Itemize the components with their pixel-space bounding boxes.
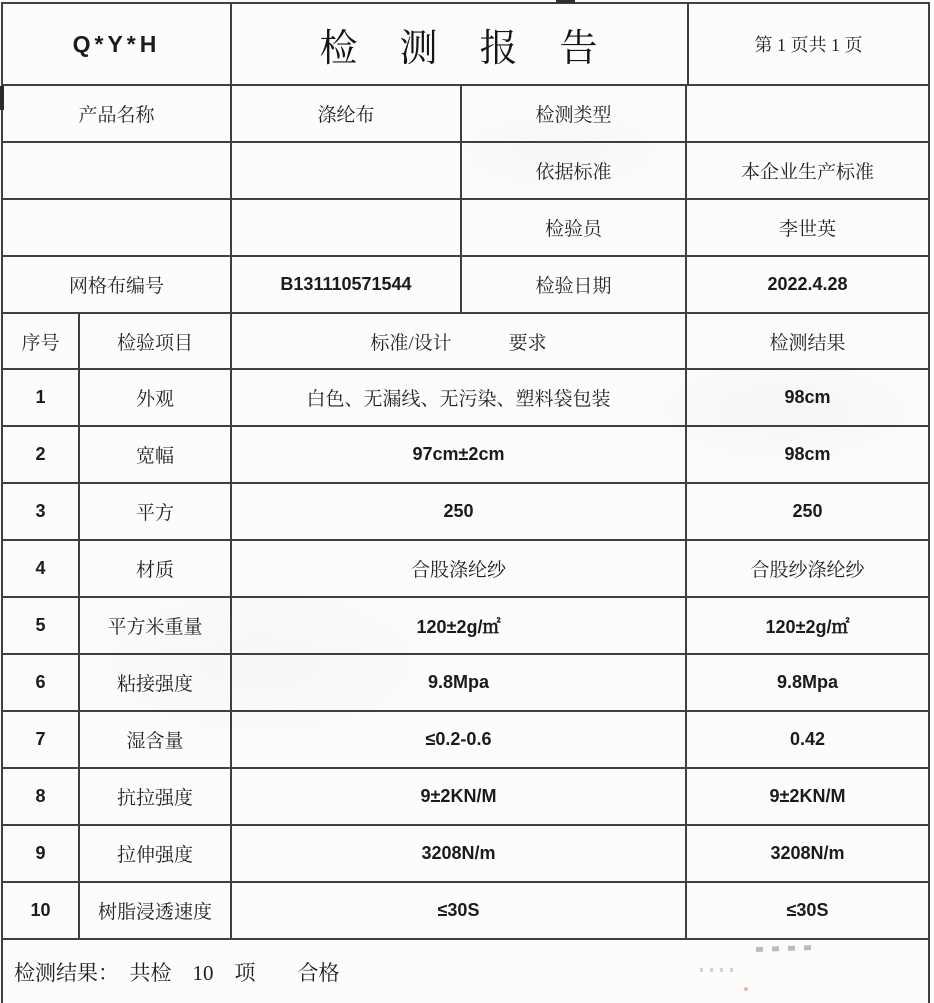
row-standard: 120±2g/㎡ — [232, 598, 687, 653]
row-no: 9 — [3, 826, 80, 881]
row-standard: 97cm±2cm — [232, 427, 687, 482]
table-row — [3, 655, 928, 712]
row-result: 9.8Mpa — [776, 672, 839, 692]
col-header-no: 序号 — [3, 314, 80, 368]
row-item: 平方 — [80, 484, 232, 539]
row-standard: ≤0.2-0.6 — [232, 712, 687, 767]
row-item: 拉伸强度 — [80, 826, 232, 881]
product-name-label: 产品名称 — [3, 86, 232, 141]
row-result: 9±2KN/M — [769, 786, 846, 806]
table-row — [3, 712, 928, 769]
table-row — [3, 484, 928, 541]
row-result: 98cm — [784, 387, 831, 407]
mesh-number-label: 网格布编号 — [3, 257, 232, 312]
table-row — [3, 769, 928, 826]
inspector-value: 李世英 — [778, 219, 836, 240]
report-table — [1, 2, 930, 1003]
report-title: 检 测 报 告 — [232, 4, 689, 84]
blank-cell — [232, 143, 462, 198]
info-row-inspector — [3, 200, 928, 257]
blank-cell — [3, 200, 232, 255]
table-row — [3, 883, 928, 940]
row-no: 1 — [3, 370, 80, 425]
row-item: 材质 — [80, 541, 232, 596]
row-standard: ≤30S — [232, 883, 687, 938]
row-item: 外观 — [80, 370, 232, 425]
row-item: 树脂浸透速度 — [80, 883, 232, 938]
row-result: 250 — [792, 501, 823, 521]
info-row-product — [3, 86, 928, 143]
row-no: 3 — [3, 484, 80, 539]
product-name-value: 涤纶布 — [232, 86, 462, 141]
table-row — [3, 427, 928, 484]
table-header-row — [3, 314, 928, 370]
row-item: 抗拉强度 — [80, 769, 232, 824]
page-indicator: 第 1 页共 1 页 — [754, 35, 863, 55]
row-standard: 合股涤纶纱 — [232, 541, 687, 596]
row-result: 合股纱涤纶纱 — [750, 560, 865, 581]
test-type-value — [687, 86, 928, 141]
test-type-label: 检测类型 — [462, 86, 687, 141]
row-result: ≤30S — [786, 900, 829, 920]
col-header-result: 检测结果 — [769, 332, 846, 354]
row-standard: 9±2KN/M — [232, 769, 687, 824]
basis-standard-value: 本企业生产标准 — [740, 162, 874, 183]
table-row — [3, 826, 928, 883]
row-no: 6 — [3, 655, 80, 710]
row-no: 2 — [3, 427, 80, 482]
row-standard: 250 — [232, 484, 687, 539]
basis-standard-label: 依据标准 — [462, 143, 687, 198]
row-item: 平方米重量 — [80, 598, 232, 653]
row-standard: 3208N/m — [232, 826, 687, 881]
row-item: 湿含量 — [80, 712, 232, 767]
org-code: Q*Y*H — [3, 4, 232, 84]
row-item: 粘接强度 — [80, 655, 232, 710]
mesh-number-value: B131110571544 — [232, 257, 462, 312]
row-item: 宽幅 — [80, 427, 232, 482]
blank-cell — [232, 200, 462, 255]
table-row — [3, 541, 928, 598]
table-row — [3, 370, 928, 427]
row-result: 98cm — [784, 444, 831, 464]
col-header-item: 检验项目 — [80, 314, 232, 368]
inspector-label: 检验员 — [462, 200, 687, 255]
blank-cell — [3, 143, 232, 198]
row-result: 3208N/m — [770, 843, 845, 863]
row-result: 0.42 — [789, 729, 826, 749]
row-standard: 白色、无漏线、无污染、塑料袋包装 — [232, 370, 687, 425]
col-header-standard: 标准/设计 要求 — [232, 314, 687, 368]
row-result: 120±2g/㎡ — [765, 616, 850, 637]
info-row-batch — [3, 257, 928, 314]
row-standard: 9.8Mpa — [232, 655, 687, 710]
title-row — [3, 4, 928, 86]
summary-row — [3, 940, 928, 1003]
info-row-standard — [3, 143, 928, 200]
inspection-date-value: 2022.4.28 — [767, 274, 848, 294]
summary-text: 检测结果： 共检 10 项 合格 — [14, 960, 340, 985]
row-no: 7 — [3, 712, 80, 767]
row-no: 10 — [3, 883, 80, 938]
inspection-date-label: 检验日期 — [462, 257, 687, 312]
row-no: 8 — [3, 769, 80, 824]
table-row — [3, 598, 928, 655]
row-no: 4 — [3, 541, 80, 596]
row-no: 5 — [3, 598, 80, 653]
